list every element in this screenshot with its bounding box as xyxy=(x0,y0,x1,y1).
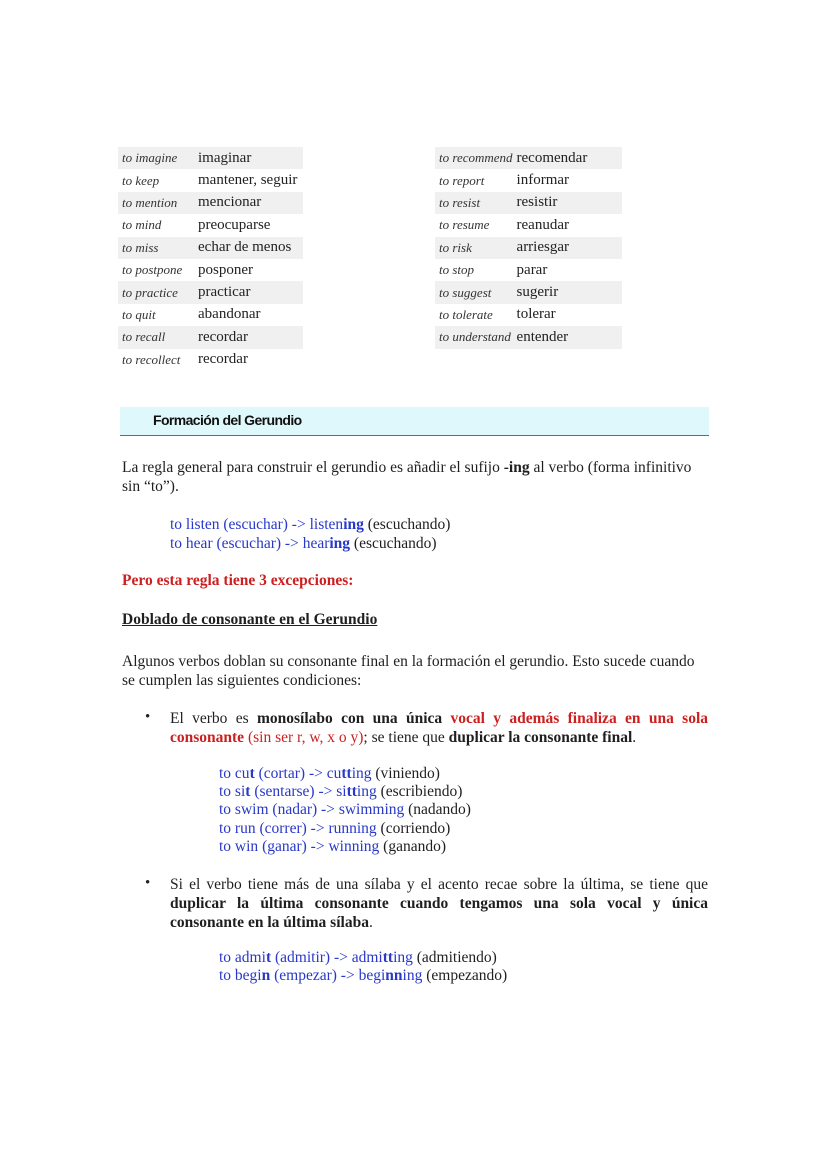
example-line: to cut (cortar) -> cutting (viniendo) xyxy=(219,765,440,782)
verb-english: to stop xyxy=(439,262,475,278)
verb-spanish: recomendar xyxy=(513,147,622,169)
verb-english: to report xyxy=(439,172,485,188)
bullet-dot: • xyxy=(145,709,151,725)
verb-english: to keep xyxy=(122,172,160,188)
verb-english: to mention xyxy=(118,192,194,214)
verb-english: to mind xyxy=(122,217,162,233)
verb-english: to recollect xyxy=(122,351,181,367)
verb-english: to risk xyxy=(435,237,513,259)
verb-spanish: resistir xyxy=(513,192,622,214)
example-line: to win (ganar) -> winning (ganando) xyxy=(219,837,446,855)
verb-spanish: reanudar xyxy=(516,216,569,233)
bullet-text-1: El verbo es monosílabo con una única vocal y además finaliza en una sola consonante (sin ser r, w, x o y); se tiene que duplicar la consonante final. xyxy=(170,710,709,746)
verb-english: to suggest xyxy=(435,281,513,303)
intro-paragraph: La regla general para construir el gerundio es añadir el sufijo -ing al verbo (forma infinitivo sin “to”). xyxy=(122,459,692,495)
verb-spanish: arriesgar xyxy=(513,237,622,259)
example-line: to sit (sentarse) -> sitting (escribiendo) xyxy=(219,783,463,801)
verb-spanish: recordar xyxy=(194,326,303,348)
verb-row xyxy=(435,169,622,191)
verb-spanish: mantener, seguir xyxy=(198,172,298,189)
doubling-heading: Doblado de consonante en el Gerundio xyxy=(122,611,378,628)
verb-english: to quit xyxy=(122,306,156,322)
bullet-text-2: Si el verbo tiene más de una sílaba y el acento recae sobre la última, se tiene que duplicar la última consonante cuando tengamos una sola vocal y única consonante en la última sílaba. xyxy=(170,876,708,931)
verb-english: to imagine xyxy=(118,147,194,169)
verb-spanish: preocuparse xyxy=(198,216,271,233)
example-line: to admit (admitir) -> admitting (admitiendo) xyxy=(219,949,497,966)
verb-row xyxy=(435,259,622,281)
example-line: to hear (escuchar) -> hearing (escuchando) xyxy=(170,535,437,552)
verb-english: to recommend xyxy=(435,147,513,169)
verb-english: to postpone xyxy=(122,262,183,278)
verb-row xyxy=(435,304,622,326)
verb-spanish: posponer xyxy=(198,261,253,278)
verb-english: to recall xyxy=(118,326,194,348)
verb-row xyxy=(118,349,303,371)
section-title: Formación del Gerundio xyxy=(153,412,302,428)
exceptions-heading: Pero esta regla tiene 3 excepciones: xyxy=(122,572,354,589)
verb-row xyxy=(118,259,303,281)
example-line: to listen (escuchar) -> listening (escuchando) xyxy=(170,516,451,533)
example-line: to begin (empezar) -> beginning (empezando) xyxy=(219,967,508,985)
example-line: to run (correr) -> running (corriendo) xyxy=(219,819,451,837)
verb-row xyxy=(118,214,303,236)
verb-spanish: tolerar xyxy=(516,306,556,323)
verb-table-right xyxy=(435,147,622,349)
verb-spanish: entender xyxy=(513,326,622,348)
verb-spanish: mencionar xyxy=(194,192,303,214)
verb-row xyxy=(435,214,622,236)
bullet-dot: • xyxy=(145,875,151,891)
verb-row xyxy=(435,326,622,348)
example-line: to swim (nadar) -> swimming (nadando) xyxy=(219,801,471,819)
verb-row xyxy=(435,281,622,303)
verb-spanish: parar xyxy=(516,261,548,278)
verb-spanish: informar xyxy=(516,172,570,189)
verb-row xyxy=(118,169,303,191)
verb-row xyxy=(435,147,622,169)
doubling-intro: Algunos verbos doblan su consonante final en la formación el gerundio. Esto sucede cuando se cumplen las siguientes condiciones: xyxy=(122,653,695,689)
verb-spanish: echar de menos xyxy=(194,237,303,259)
verb-row xyxy=(435,237,622,259)
verb-english: to practice xyxy=(118,281,194,303)
verb-row xyxy=(118,326,303,348)
verb-english: to resist xyxy=(435,192,513,214)
verb-spanish: sugerir xyxy=(513,281,622,303)
verb-spanish: recordar xyxy=(198,351,248,368)
verb-english: to miss xyxy=(118,237,194,259)
verb-row xyxy=(435,192,622,214)
verb-english: to resume xyxy=(439,217,490,233)
verb-table-left xyxy=(118,147,303,371)
verb-spanish: abandonar xyxy=(198,306,261,323)
verb-row xyxy=(118,237,303,259)
verb-row xyxy=(118,304,303,326)
verb-spanish: practicar xyxy=(194,281,303,303)
section-header xyxy=(120,407,709,436)
verb-spanish: imaginar xyxy=(194,147,303,169)
verb-english: to understand xyxy=(435,326,513,348)
verb-row xyxy=(118,192,303,214)
verb-row xyxy=(118,281,303,303)
verb-row xyxy=(118,147,303,169)
verb-english: to tolerate xyxy=(439,306,493,322)
